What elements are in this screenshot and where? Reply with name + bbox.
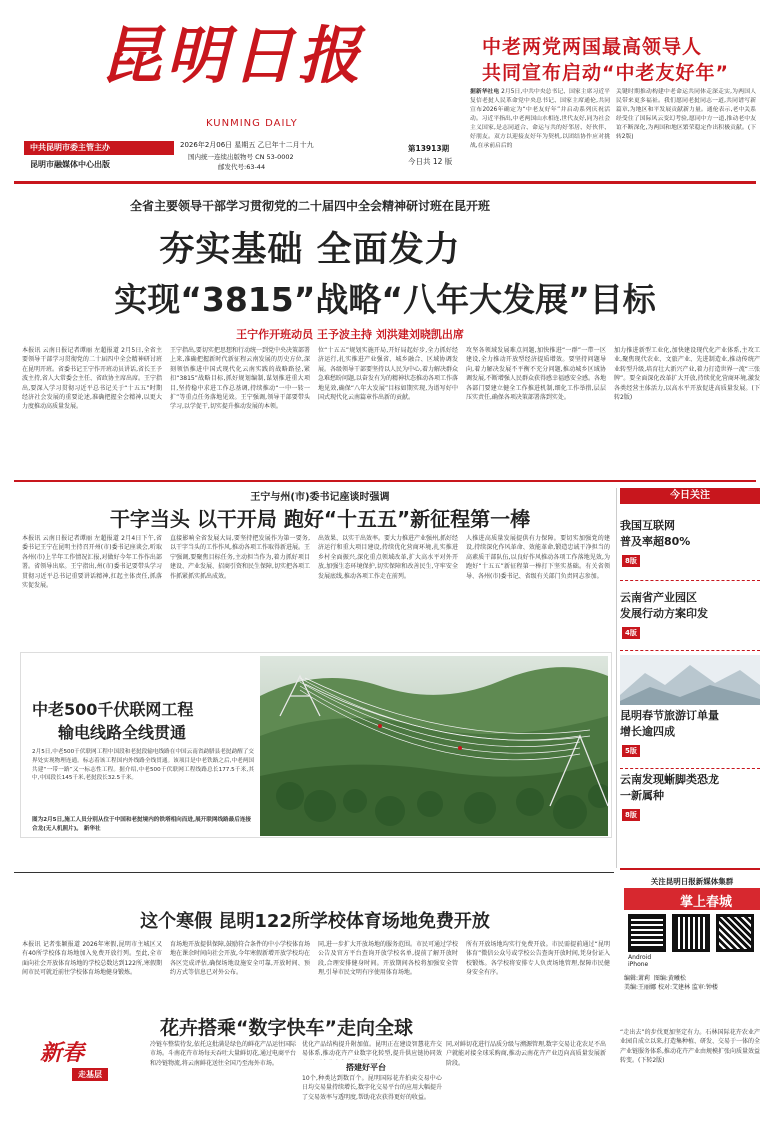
date: 2026年2月06日 — [180, 141, 233, 149]
flower-headline: 花卉搭乘“数字快车”走向全球 — [160, 1017, 413, 1039]
sidebar-item-internet[interactable] — [620, 518, 760, 569]
credit-proofreader: 校对:艾建林 — [657, 984, 690, 991]
qr-code-android[interactable] — [628, 914, 666, 952]
sidebar-divider — [620, 580, 760, 581]
bottom-col-3: 同,进一步扩大开放场地的服务范围。市民可通过学校公告及官方平台查询开放学校名单,提前了解开放时段,合理安排健身时间。开放期间各校将加强安全管理,引导市民文明有序使用体育场地。 — [318, 941, 458, 977]
sidebar-item-title: 昆明春节旅游订单量 — [620, 709, 719, 722]
issue-number: 第13913期 — [408, 144, 450, 153]
photo-caption: 图为2月5日,施工人员分别从位于中国和老挝境内的铁塔相向而进,展开联网线路最后连接合龙(无人机照片)。 新华社 — [32, 817, 252, 832]
lead-col-3: 位“十五五”规划实施开局,开好局起好步,全力抓好经济运行,扎实推进产业强省、城乡融合、区域协调发展。各级领导干部要坚持以人民为中心,着力解决群众急难愁盼问题,以奋发有为的精神状态推动各项工作落地见效,确保“八年大发展”目标如期实现,为谱写好中国式现代化云南篇章作出新的贡献。 — [318, 347, 458, 402]
android-label: Android — [628, 954, 652, 961]
lead-headline-2: 实现“3815”战略“八年大发展”目标 — [114, 280, 656, 319]
lunar-date: 乙巳年十二月十九 — [257, 141, 314, 149]
page-badge: 5版 — [622, 745, 640, 757]
credit-supervisor: 监审:钟楼 — [691, 984, 718, 991]
sidebar-divider — [620, 768, 760, 769]
sidebar-item-title: 云南省产业园区 — [620, 591, 697, 604]
publisher: 昆明市融媒体中心出版 — [30, 160, 110, 169]
sidebar-item-title: 云南发现蜥脚类恐龙 — [620, 773, 719, 786]
photo-headline-1: 中老500千伏联网工程 — [32, 700, 194, 719]
flower-subhead: 搭建好平台 — [346, 1063, 386, 1072]
credit-designer: 美编:王丽娜 — [624, 984, 657, 991]
weekday: 星期五 — [234, 141, 256, 149]
sidebar-bottom-rule — [620, 868, 760, 870]
page-badge: 8版 — [622, 555, 640, 567]
sidebar-item-subtitle: 发展行动方案印发 — [620, 607, 708, 620]
lead-col-4: 攻坚各领域发展难点问题,加快推进“一群”一带一区建设,全力推动开放型经济提质增效。要坚持问题导向,着力解决发展不平衡不充分问题,推动城乡区域协调发展,不断增强人民群众获得感幸福感安全感。各地各部门要建立健全工作推进机制,细化工作举措,层层压实责任,确保各项决策部署落到实处。 — [466, 347, 606, 402]
page-count: 今日共 12 版 — [408, 157, 453, 166]
flower-col-4: 同,对鲜切花进行品质分级与溯源管理,数字交易让花农足不出户就能对接全球采购商,推动云南花卉产业迈向高质量发展新阶段。 — [446, 1041, 606, 1067]
second-col-3: 出效果、以实干出效率。要大力推进产业强州,抓好经济运行和重大项目建设,持续优化营商环境,扎实推进乡村全面振兴,深化重点领域改革,扩大高水平对外开放,加强生态环境保护,切实保障和改善民生,守牢安全发展底线,推动各项工作走在前列。 — [318, 535, 458, 580]
sidebar-landscape — [620, 655, 760, 705]
credits — [624, 974, 760, 992]
top-story-text-left: 2月5日,中共中央总书记、国家主席习近平复信老挝人民革命党中央总书记、国家主席通伦,共同宣布2026年确定为“中老友好年”并启动系列庆祝活动。习近平指出,中老两国山水相连,世代友好,同为社会主义国家,是志同道合、命运与共的好邻居、好伙伴、好朋友。双方以迎接友好年为契机,以团结协作应对挑战,在承前启后的 — [470, 89, 610, 149]
newspaper-logo: 昆明日报 — [100, 19, 365, 92]
sidebar-item-subtitle: 普及率超80% — [620, 535, 691, 548]
logo-pinyin: KUNMING DAILY — [206, 118, 298, 129]
sidebar-item-industrial-park[interactable] — [620, 590, 760, 641]
new-spring-logo: 新春 — [40, 1041, 85, 1066]
sidebar-item-tourism[interactable] — [620, 708, 760, 759]
masthead-rule — [14, 181, 756, 184]
top-story-byline: 据新华社电 — [470, 89, 500, 95]
sponsor: 中共昆明市委主管主办 — [30, 143, 110, 152]
lead-subhead: 王宁作开班动员 王予波主持 刘洪建刘晓凯出席 — [236, 328, 464, 341]
grassroots-badge: 走基层 — [72, 1068, 108, 1081]
photo-story-body: 2月5日,中老500千伏联网工程中国段和老挝段输电线路在中国云南省勐腊县老挝勐醒了交界处实现物理连通。标志着该工程国内外线路全线贯通。该项目是中老铁路之后,中老两国共建“一带一路”又一标志性工程。据介绍,中老500千伏联网工程线路总长177.5千米,其中,中国段长145千米,老挝段长32.5千米。 — [32, 749, 254, 782]
power-line-photo — [260, 656, 608, 836]
sidebar-divider — [620, 650, 760, 651]
sidebar-header: 今日关注 — [620, 488, 760, 504]
second-kicker: 王宁与州(市)委书记座谈时强调 — [250, 492, 390, 503]
page-badge: 4版 — [622, 627, 640, 639]
sidebar-item-subtitle: 增长逾四成 — [620, 725, 675, 738]
date-line — [180, 140, 314, 150]
cn-number: 国内统一连续出版物号 CN 53-0002 — [188, 153, 294, 161]
second-col-4: 人推进高质量发展提供有力保障。要切实加强党的建设,持续深化作风革命、效能革命,锻造忠诚干净担当的高素质干部队伍,以良好作风推动各项工作落地见效,为跑好“十五五”新征程第一棒打下坚实基础。有关省领导、各州(市)委书记、省级有关部门负责同志参加。 — [466, 535, 610, 580]
page-badge: 8版 — [622, 809, 640, 821]
lead-headline-1: 夯实基础 全面发力 — [159, 230, 461, 270]
lead-col-5: 加力推进新型工业化,加快建设现代化产业体系,主攻工业,聚焦现代农业、文旅产业、先进制造业,推动传统产业转型升级,培育壮大新兴产业,着力打造世界一流“三张牌”。要全面深化改革扩大开放,持续优化营商环境,激发各类经营主体活力,以高水平开放促进高质量发展。(下转2版) — [614, 347, 760, 402]
flower-col-2: 优化产品结构提升附加值。昆明正在建设智慧花卉交易体系,推动花卉产业数字化转型,提升供应链协同效 — [302, 1041, 442, 1058]
top-story-title-2: 共同宣布启动“中老友好年” — [482, 62, 729, 84]
photo-headline-2: 输电线路全线贯通 — [58, 723, 187, 742]
bottom-col-1: 本报讯 记者张颖报道 2026年寒假,昆明市主城区又有40所学校体育场地加入免费开放行列。至此,全市面向社会开放体育场地的学校总数达到122所,寒假期间市民可就近前往学校体育场地健身锻炼。 — [22, 941, 162, 977]
column-divider — [616, 488, 617, 868]
flower-col-1: 冷链车整装待发,依托这批满是绿色的鲜花产品运往国际市场。斗南花卉市场每天吞吐大量鲜切花,通过电商平台和冷链物流,将云南鲜花送往全国乃至海外市场。 — [150, 1041, 296, 1067]
lead-rule — [14, 480, 756, 482]
lead-col-1: 本报讯 云南日报记者谭丽 左超报道 2月5日,全省主要领导干部学习贯彻党的二十届四中全会精神研讨班在昆明开班。省委书记王宁作开班动员讲话,省长王予波主持,省人大常委会主任、省政协主席出席。王宁指出,要深入学习贯彻习近平总书记关于“十五五”时期经济社会发展的重要论述,准确把握全会精神,以更大力度推动高质量发展。 — [22, 347, 162, 411]
credit-editor: 编辑:萧莉 — [624, 975, 651, 982]
bottom-col-2: 育场地开放提供保障,鼓励符合条件的中小学校体育场地在课余时间向社会开放,今年寒假新增开放学校均在各区完成评估,确保场地设施安全可靠,开放时间、预约方式等信息已对外公布。 — [170, 941, 310, 977]
second-col-2: 直接影响全省发展大局,要坚持把发展作为第一要务,以干字当头的工作作风,推动各项工作取得新进展。王宁强调,要聚焦目标任务,主动担当作为,着力抓好项目建设、产业发展、招商引资和民生保障,切实把各项工作抓紧抓实抓出成效。 — [170, 535, 310, 580]
second-col-1: 本报讯 云南日报记者谭丽 左超报道 2月4日下午,省委书记王宁在昆明主持召开州(市)委书记座谈会,听取各州(市)上半年工作情况汇报,对做好今年工作作出部署。省领导出席。王宁指出,州(市)委书记要带头学习贯彻习近平总书记重要讲话精神,扛起主体责任,抓落实促发展。 — [22, 535, 162, 590]
top-story-title-1: 中老两党两国最高领导人 — [482, 36, 703, 58]
lead-col-2: 王宁指出,要切实把思想和行动统一到党中央决策部署上来,准确把握新时代新征程云南发展的历史方位,深刻领悟推进中国式现代化云南实践的战略路径,紧扣“3815”战略目标,抓好规划编制,谋划推进重大项目,坚持稳中求进工作总基调,持续推动“一中一转一扩”等重点任务落地见效。王宁强调,领导干部要带头学习,以学促干,切实提升推动发展的本领。 — [170, 347, 310, 411]
flower-col-3: 10个,种类达到数百个。昆明国际花卉拍卖交易中心日均交易量持续增长,数字化交易平台的应用大幅提升了交易效率与透明度,帮助花农获得更好的收益。 — [302, 1075, 442, 1101]
iphone-label: iPhone — [628, 961, 649, 968]
bottom-col-4: 所有开放场地均实行免费开放。市民需提前通过“昆明体育”微信公众号或学校公告查询开放时间,凭身份证入校锻炼。各学校将安排专人负责场地管理,保障市民健身安全有序。 — [466, 941, 610, 977]
sidebar-item-dinosaur[interactable] — [620, 772, 760, 823]
second-headline: 干字当头 以干开局 跑好“十五五”新征程第一棒 — [109, 507, 531, 531]
app-name: 掌上春城 — [680, 895, 733, 910]
credit-photo-editor: 图编:黄曦松 — [653, 975, 686, 982]
top-story-body-right: 关键时期推动构建中老命运共同体走深走实,为两国人民带来更多福祉。我们愿同老挝同志一道,共同谱写新篇章,为地区和平发展贡献新力量。通伦表示,老中关系经受住了国际风云变幻考验,愿同中方一道,推动老中友谊不断深化,为两国和地区繁荣稳定作出积极贡献。(下转2版) — [616, 89, 756, 140]
top-story-body-left — [470, 88, 610, 176]
right-column-body: “走出去”的步伐更加坚定有力。石林国际花卉农业产业园自成立以来,打造集种植、研发、交易于一体的全产业链服务体系,推动花卉产业由规模扩张向质量效益转变。(下转2版) — [620, 1029, 760, 1065]
postal-code: 邮发代号:63-44 — [218, 163, 266, 171]
lead-kicker: 全省主要领导干部学习贯彻党的二十届四中全会精神研讨班在昆开班 — [129, 199, 490, 213]
sidebar-item-title: 我国互联网 — [620, 519, 675, 532]
qr-code-wechat[interactable] — [716, 914, 754, 952]
sidebar-item-subtitle: 一新属种 — [620, 789, 664, 802]
qr-code-iphone[interactable] — [672, 914, 710, 952]
app-promo-title: 关注昆明日报新媒体集群 — [650, 877, 734, 886]
bottom-rule — [14, 872, 614, 873]
bottom-headline: 这个寒假 昆明122所学校体育场地免费开放 — [140, 911, 490, 932]
